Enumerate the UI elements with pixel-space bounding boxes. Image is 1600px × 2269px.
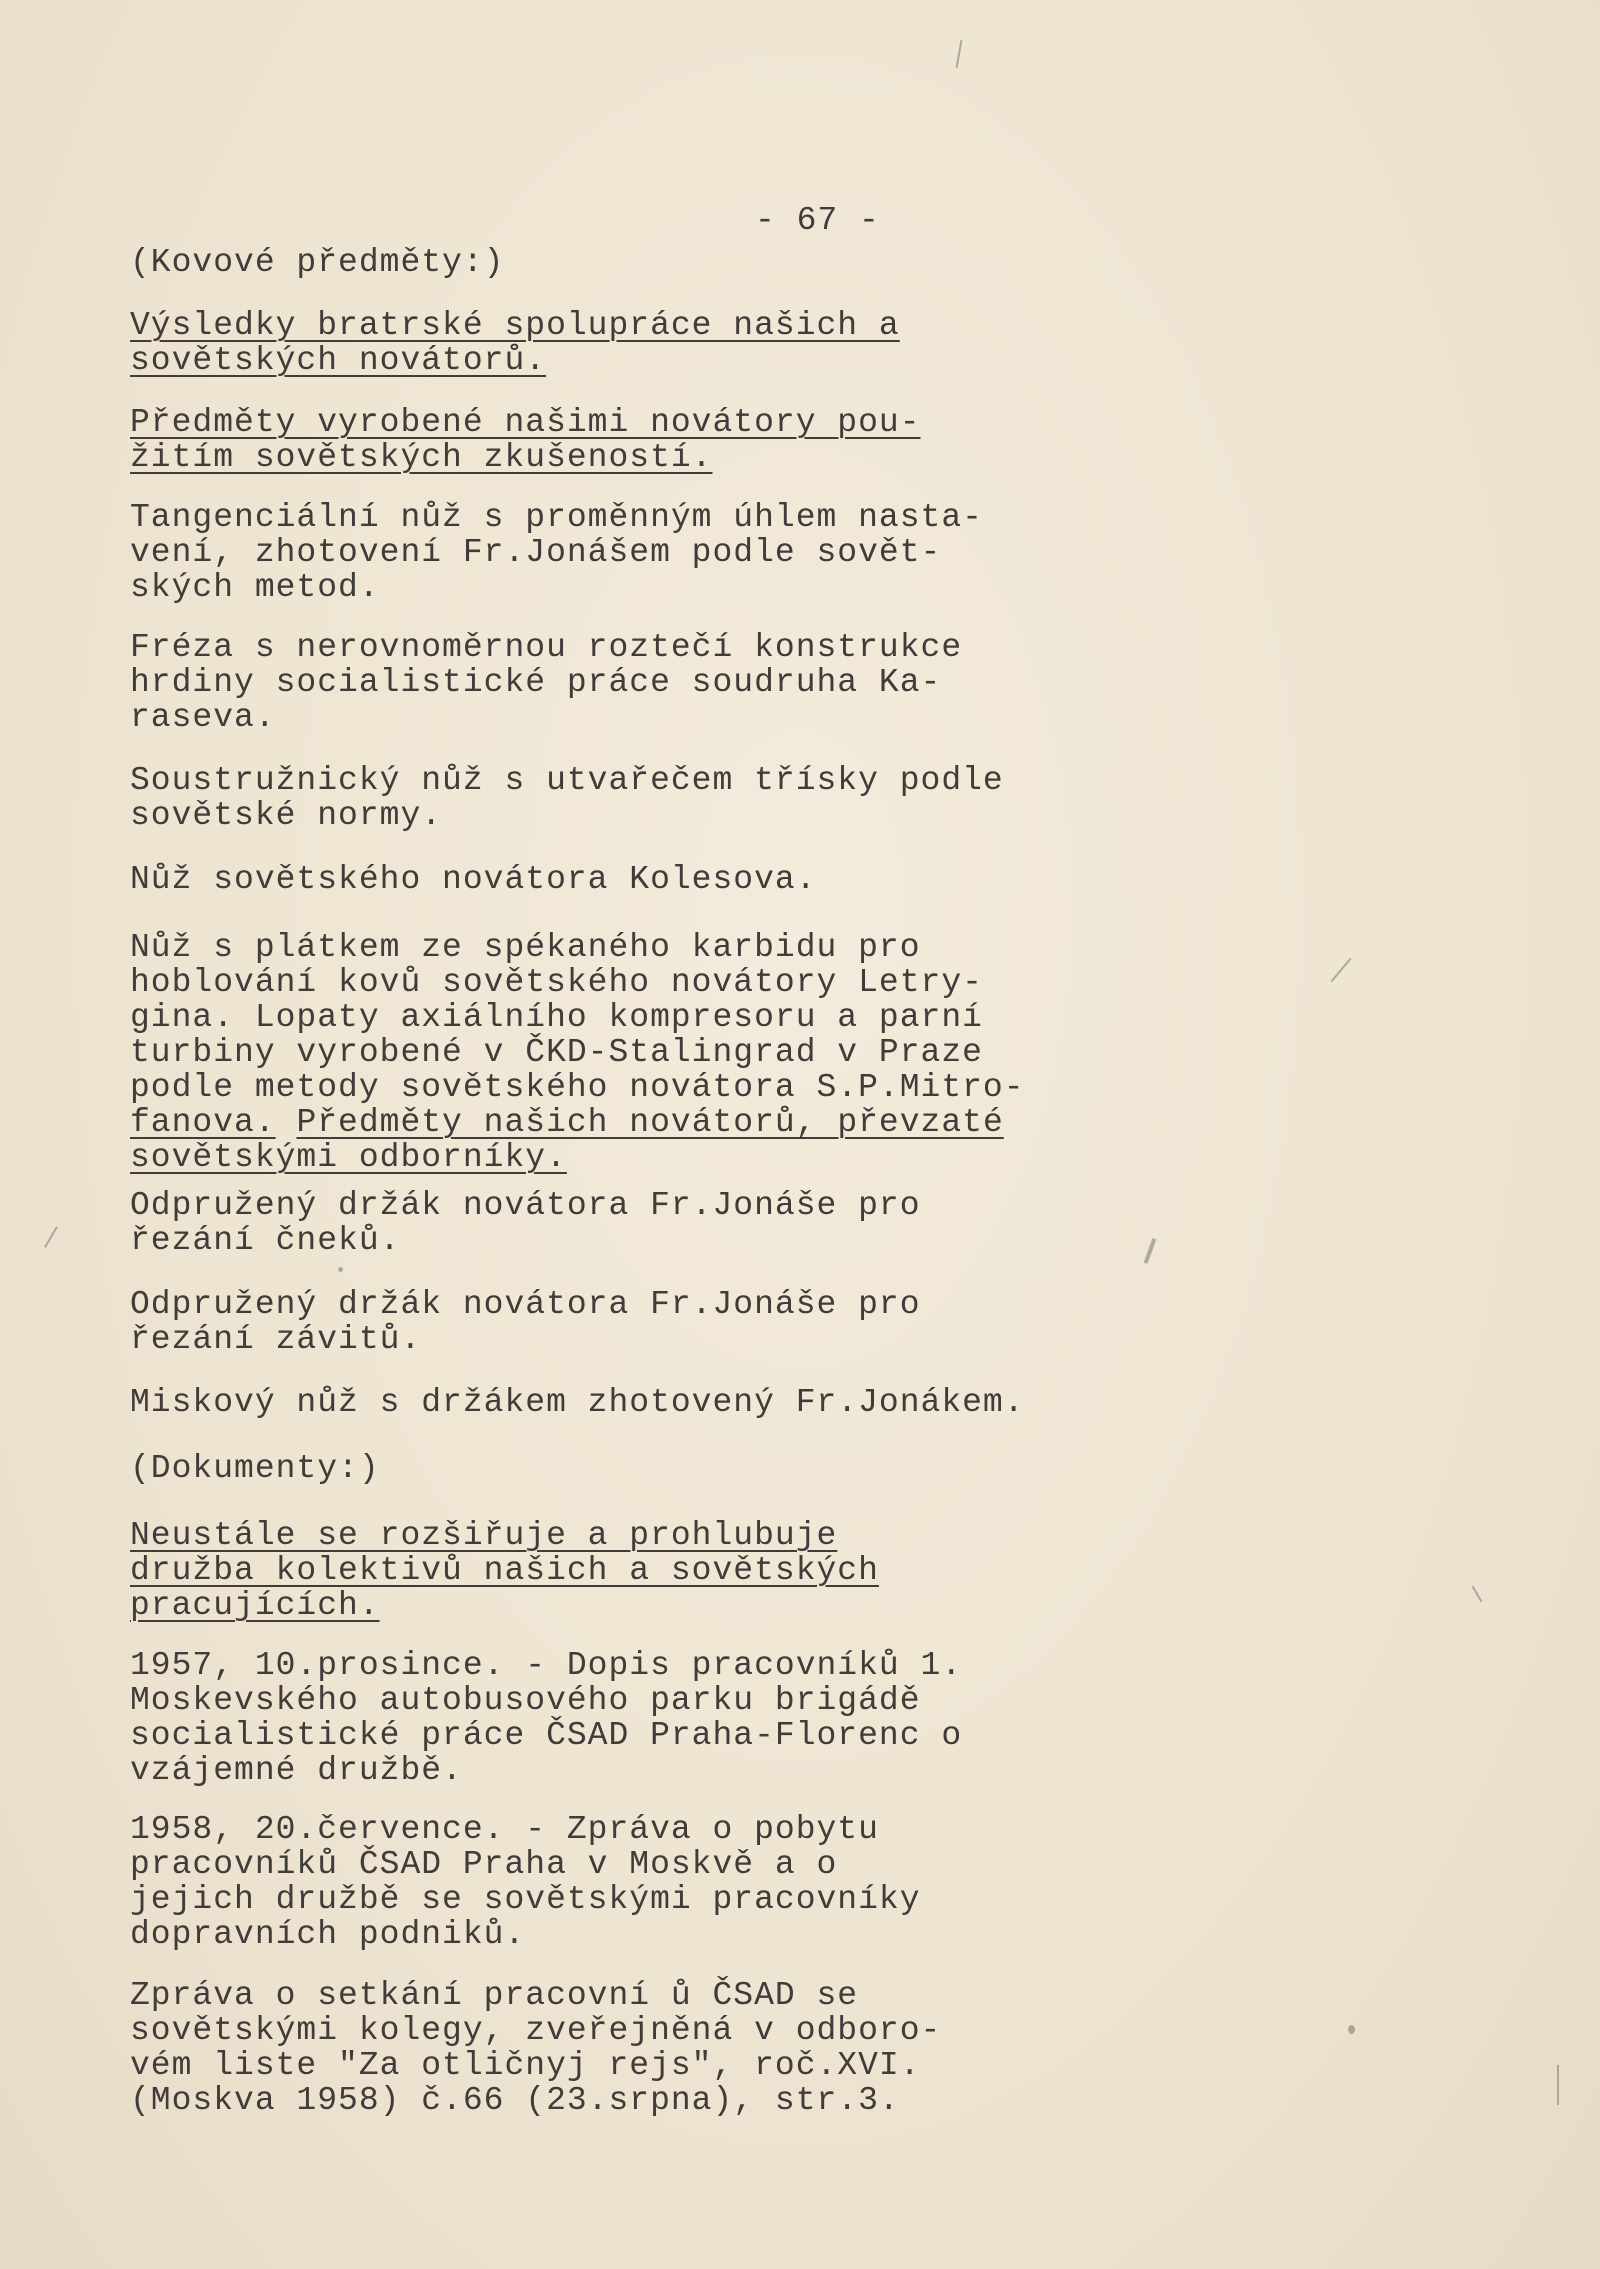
- paper-speck: [44, 1226, 58, 1248]
- paper-speck: [1331, 958, 1352, 982]
- paper-speck: [956, 40, 963, 68]
- page-number: - 67 -: [755, 202, 880, 239]
- paper-speck: [338, 1267, 343, 1272]
- heading-friendship: Neustále se rozšiřuje a prohlubuje družba kolektivů našich a sovětských pracujících.: [130, 1517, 879, 1624]
- paper-speck: [1472, 1586, 1483, 1603]
- paper-speck: [1348, 2025, 1355, 2034]
- section-label-metal-objects: (Kovové předměty:): [130, 244, 505, 281]
- heading-objects-made-by-innovators: Předměty vyrobené našimi novátory pou- žitím sovětských zkušeností.: [130, 404, 921, 476]
- item-cup-knife: Miskový nůž s držákem zhotovený Fr.Jonákem.: [130, 1384, 1025, 1421]
- combined-paragraph-tail: fanova.: [130, 1104, 276, 1141]
- combined-paragraph-main: Nůž s plátkem ze spékaného karbidu pro hoblování kovů sovětského novátory Letry- gina. Lopaty axiálního kompresoru a parní turbiny vyrobené v ČKD-Stalingrad v Praze podle metody sovětského novátora S.P.Mitro-: [130, 929, 1025, 1106]
- document-letter-1957: 1957, 10.prosince. - Dopis pracovníků 1. Moskevského autobusového parku brigádě socialistické práce ČSAD Praha-Florenc o vzájemné družbě.: [130, 1647, 963, 1789]
- item-holder-threads: Odpružený držák novátora Fr.Jonáše pro řezání závitů.: [130, 1286, 921, 1358]
- item-tangential-knife: Tangenciální nůž s proměnným úhlem nasta- vení, zhotovení Fr.Jonášem podle sovět- ských metod.: [130, 499, 983, 606]
- item-lathe-knife: Soustružnický nůž s utvařečem třísky podle sovětské normy.: [130, 762, 1004, 834]
- section-label-documents: (Dokumenty:): [130, 1450, 380, 1487]
- combined-paragraph: [130, 930, 1025, 1175]
- paper-speck: [1557, 2065, 1559, 2105]
- item-holder-worms: Odpružený držák novátora Fr.Jonáše pro řezání čneků.: [130, 1187, 921, 1259]
- paper-speck: [1144, 1238, 1157, 1264]
- document-report-1958: 1958, 20.července. - Zpráva o pobytu pracovníků ČSAD Praha v Moskvě a o jejich družbě se sovětskými pracovníky dopravních podniků.: [130, 1811, 921, 1953]
- document-meeting-report: Zpráva o setkání pracovní ů ČSAD se sovětskými kolegy, zveřejněná v odboro- vém liste "Za otličnyj rejs", roč.XVI. (Moskva 1958) č.66 (23.srpna), str.3.: [130, 1977, 942, 2119]
- item-kolesov-knife: Nůž sovětského novátora Kolesova.: [130, 861, 817, 898]
- heading-results-cooperation: Výsledky bratrské spolupráce našich a sovětských novátorů.: [130, 307, 900, 379]
- heading-objects-taken-over: Předměty našich novátorů, převzaté sovětskými odborníky.: [130, 1104, 1004, 1176]
- item-milling-cutter: Fréza s nerovnoměrnou roztečí konstrukce hrdiny socialistické práce soudruha Ka- raseva.: [130, 629, 963, 736]
